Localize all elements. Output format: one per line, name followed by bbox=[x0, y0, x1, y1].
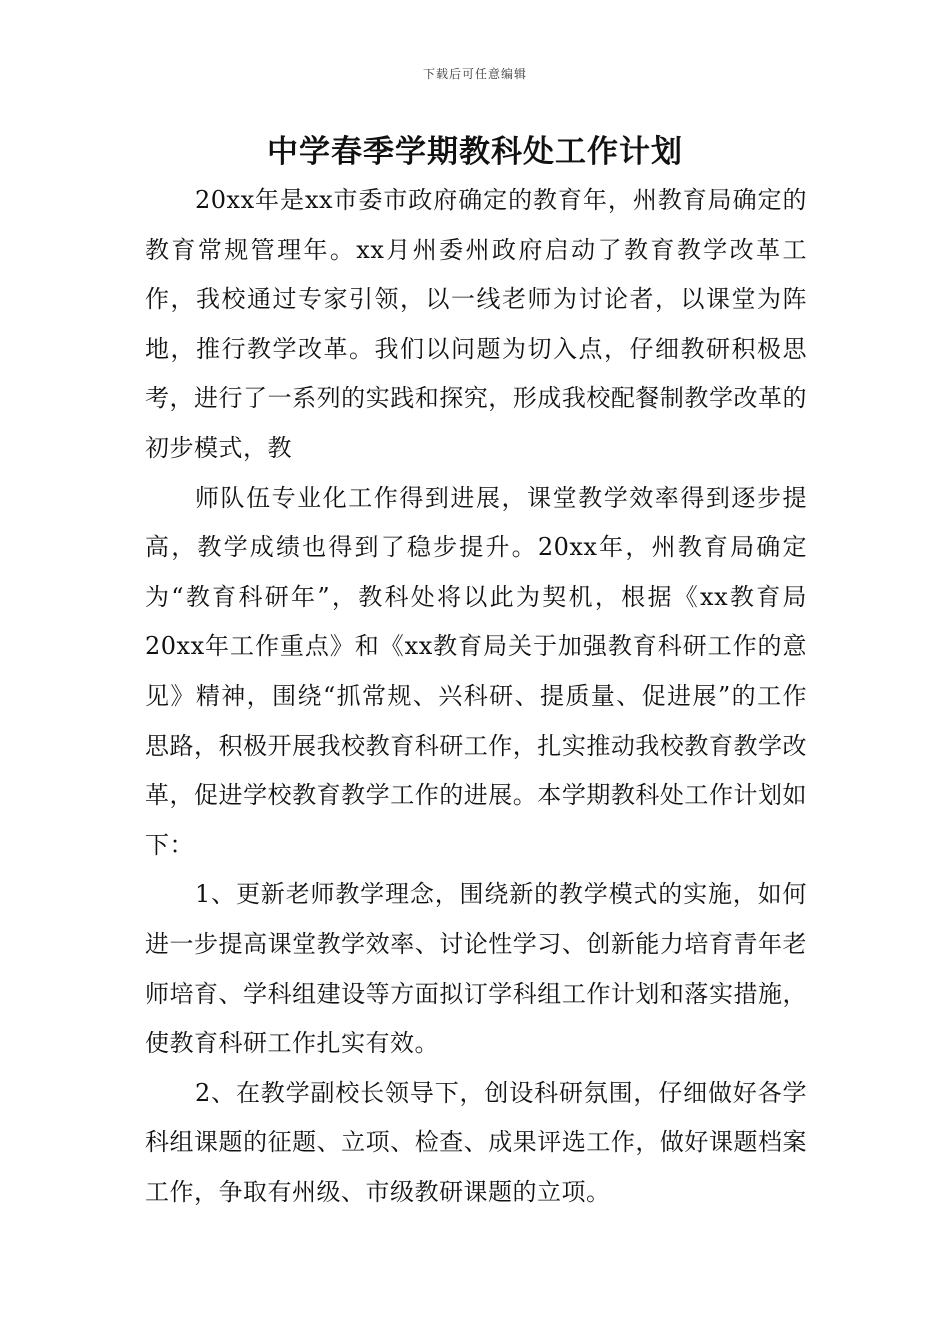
document-body bbox=[145, 176, 807, 1217]
paragraph-item-2: 2、在教学副校长领导下，创设科研氛围，仔细做好各学科组课题的征题、立项、检查、成果评选工作，做好课题档案工作，争取有州级、市级教研课题的立项。 bbox=[145, 1078, 807, 1206]
paragraph-intro: 20xx年是xx市委市政府确定的教育年，州教育局确定的教育常规管理年。xx月州委州政府启动了教育教学改革工作，我校通过专家引领，以一线老师为讨论者，以课堂为阵地，推行教学改革。我们以问题为切入点，仔细教研积极思考，进行了一系列的实践和探究，形成我校配餐制教学改革的初步模式，教 bbox=[145, 186, 807, 462]
document-title: 中学春季学期教科处工作计划 bbox=[267, 134, 683, 170]
paragraph-teacher-team: 师队伍专业化工作得到进展，课堂教学效率得到逐步提高，教学成绩也得到了稳步提升。20xx年，州教育局确定为“教育科研年”，教科处将以此为契机，根据《xx教育局20xx年工作重点》和《xx教育局关于加强教育科研工作的意见》精神，围绕“抓常规、兴科研、提质量、促进展”的工作思路，积极开展我校教育科研工作，扎实推动我校教育教学改革，促进学校教育教学工作的进展。本学期教科处工作计划如下： bbox=[145, 483, 807, 859]
watermark-text: 下载后可任意编辑 bbox=[422, 67, 527, 81]
paragraph-item-1: 1、更新老师教学理念，围绕新的教学模式的实施，如何进一步提高课堂教学效率、讨论性学习、创新能力培育青年老师培育、学科组建设等方面拟订学科组工作计划和落实措施，使教育科研工作扎实有效。 bbox=[145, 880, 807, 1058]
